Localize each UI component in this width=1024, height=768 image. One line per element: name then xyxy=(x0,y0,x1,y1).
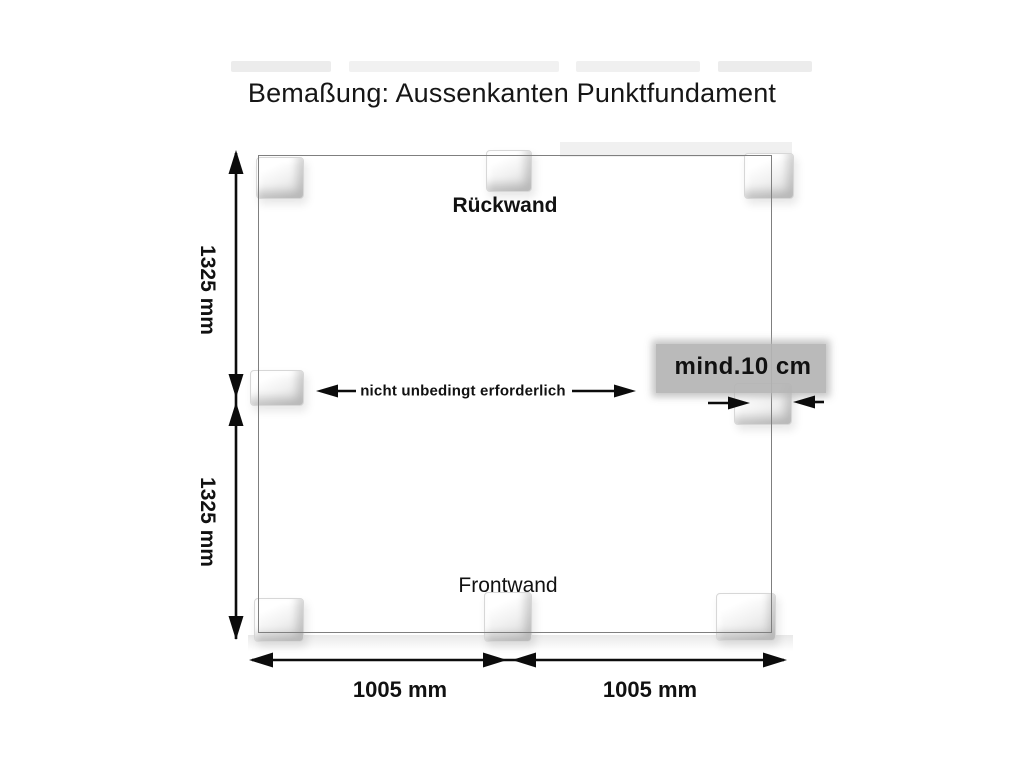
foundation-block-top-right xyxy=(744,153,794,199)
foundation-block-middle-left xyxy=(250,370,304,406)
back-wall-label: Rückwand xyxy=(452,194,558,217)
foundation-block-bottom-middle xyxy=(484,592,532,642)
note-min-distance: mind.10 cm xyxy=(674,353,812,380)
dimension-bottom-right: 1005 mm xyxy=(602,677,698,702)
front-wall-label: Frontwand xyxy=(458,574,558,597)
foundation-block-bottom-left xyxy=(254,598,304,642)
dimension-bottom-left: 1005 mm xyxy=(352,677,448,702)
left-dimension-line xyxy=(229,150,244,640)
foundation-block-bottom-right xyxy=(716,593,776,641)
foundation-block-top-left xyxy=(256,157,304,199)
dimension-left-upper: 1325 mm xyxy=(196,245,219,335)
dimension-left-lower: 1325 mm xyxy=(196,477,219,567)
bottom-dimension-line xyxy=(249,653,787,668)
photo-artifact xyxy=(576,61,700,72)
photo-artifact xyxy=(349,61,559,72)
note-optional-foundation: nicht unbedingt erforderlich xyxy=(360,382,566,400)
photo-artifact xyxy=(231,61,331,72)
foundation-block-top-middle xyxy=(486,150,532,192)
page-title: Bemaßung: Aussenkanten Punktfundament xyxy=(247,78,777,108)
photo-artifact xyxy=(718,61,812,72)
